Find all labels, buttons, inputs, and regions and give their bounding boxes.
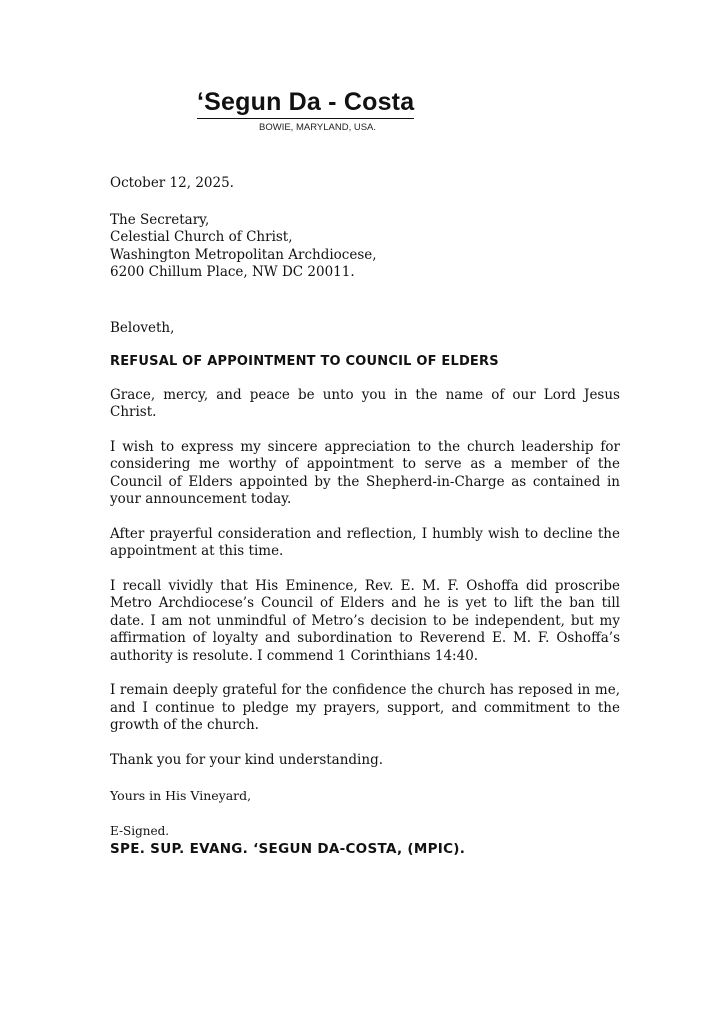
closing: Yours in His Vineyard, xyxy=(110,788,252,803)
recipient-address xyxy=(110,212,620,282)
address-line: The Secretary, xyxy=(110,211,210,228)
letter-date: October 12, 2025. xyxy=(110,175,234,191)
paragraph-thanks: Thank you for your kind understanding. xyxy=(110,751,383,768)
letterhead-location: BOWIE, MARYLAND, USA. xyxy=(259,122,377,133)
signature-name: SPE. SUP. EVANG. ‘SEGUN DA-COSTA, (MPIC). xyxy=(110,840,466,857)
address-line: Washington Metropolitan Archdiocese, xyxy=(110,246,377,263)
subject-heading: REFUSAL OF APPOINTMENT TO COUNCIL OF ELDERS xyxy=(110,354,499,369)
esigned-label: E-Signed. xyxy=(110,823,170,838)
paragraph-decline: After prayerful consideration and reflection, I humbly wish to decline the appointment at this time. xyxy=(110,525,620,559)
letter-body xyxy=(110,175,620,858)
paragraph-reason: I recall vividly that His Eminence, Rev. E. M. F. Oshoffa did proscribe Metro Archdiocese’s Council of Elders and he is yet to lift the ban till date. I am not unmindful of Metro’s decision to be independent, but my affirmation of loyalty and subordination to Reverend E. M. F. Oshoffa’s authority is resolute. I commend 1 Corinthians 14:40. xyxy=(110,577,620,664)
salutation: Beloveth, xyxy=(110,319,175,336)
letterhead xyxy=(197,87,437,134)
paragraph-appreciation: I wish to express my sincere appreciation to the church leadership for considering me worthy of appointment to serve as a member of the Council of Elders appointed by the Shepherd-in-Charge as contained in your announcement today. xyxy=(110,438,620,507)
letterhead-name: ‘Segun Da - Costa xyxy=(197,87,414,119)
address-line: Celestial Church of Christ, xyxy=(110,229,293,245)
address-line: 6200 Chillum Place, NW DC 20011. xyxy=(110,264,355,280)
paragraph-greeting: Grace, mercy, and peace be unto you in the name of our Lord Jesus Christ. xyxy=(110,386,620,420)
paragraph-gratitude: I remain deeply grateful for the confidence the church has reposed in me, and I continue to pledge my prayers, support, and commitment to the growth of the church. xyxy=(110,682,620,733)
